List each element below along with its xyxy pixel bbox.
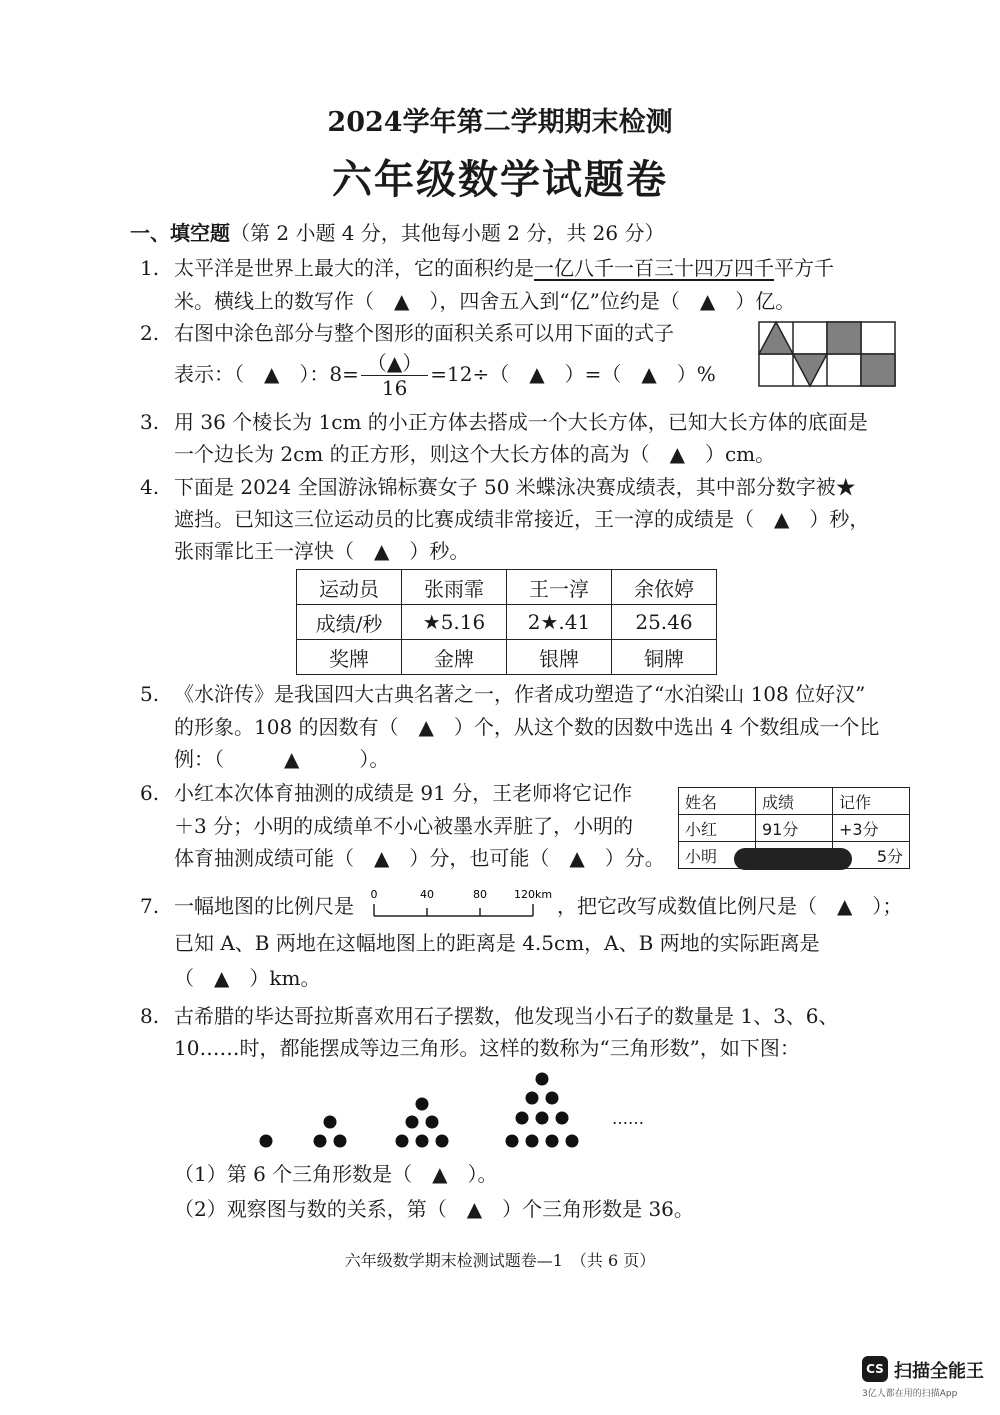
stone-dot [406, 1116, 419, 1129]
scale-tick-label: 0 [370, 888, 378, 901]
table-row [679, 788, 910, 815]
q8-sub1: （1）第 6 个三角形数是（ ▲ ）。 [174, 1162, 498, 1186]
q4-line1 [140, 470, 856, 504]
table-cell: 小红 [679, 815, 756, 842]
stone-dot [416, 1135, 429, 1148]
table-row [297, 640, 717, 675]
stone-dot [526, 1135, 539, 1148]
q1-text-a: 太平洋是世界上最大的洋，它的面积约是 [174, 256, 534, 280]
table-cell: 王一淳 [507, 570, 612, 605]
stone-dot [536, 1073, 549, 1086]
section-note: （第 2 小题 4 分，其他每小题 2 分，共 26 分） [230, 221, 665, 245]
stone-dot [416, 1098, 429, 1111]
table-cell: 5分 [833, 842, 910, 869]
table-cell: 记作 [833, 788, 910, 815]
stone-dot [566, 1135, 579, 1148]
exam-title: 2024学年第二学期期末检测 [327, 107, 673, 138]
q2-ratio-text: 表示：（ ▲ ）：8= [174, 362, 359, 386]
q6-line2: ＋3 分；小明的成绩单不小心被墨水弄脏了，小明的 [174, 814, 634, 838]
stone-dot [516, 1112, 529, 1125]
table-cell: 2★.41 [507, 605, 612, 640]
q8-line2: 10……时，都能摆成等边三角形。这样的数称为“三角形数”，如下图： [174, 1036, 800, 1060]
q3-text: 用 36 个棱长为 1cm 的小正方体去搭成一个大长方体，已知大长方体的底面是 [174, 410, 868, 434]
scale-tick-label: 80 [473, 888, 487, 901]
table-row [297, 570, 717, 605]
q2-division-text: =12÷（ ▲ ）=（ ▲ ）% [430, 362, 716, 386]
q5-text: 《水浒传》是我国四大古典名著之一，作者成功塑造了“水泊梁山 108 位好汉” [174, 682, 866, 706]
section-label: 一、填空题 [130, 221, 230, 245]
table-cell: 小明 [679, 842, 756, 869]
table-cell: 25.46 [612, 605, 717, 640]
q1-text-b: 平方千 [774, 256, 834, 280]
stone-dot [556, 1112, 569, 1125]
stone-dot [324, 1116, 337, 1129]
q6-line3: 体育抽测成绩可能（ ▲ ）分，也可能（ ▲ ）分。 [174, 846, 665, 870]
table-cell: 银牌 [507, 640, 612, 675]
q4-line2: 遮挡。已知这三位运动员的比赛成绩非常接近，王一淳的成绩是（ ▲ ）秒， [174, 507, 870, 531]
stone-dot [526, 1092, 539, 1105]
q3-line2: 一个边长为 2cm 的正方形，则这个大长方体的高为（ ▲ ）cm。 [174, 442, 776, 466]
table-cell: 金牌 [402, 640, 507, 675]
table-cell: 成绩/秒 [297, 605, 402, 640]
stone-dot [260, 1135, 273, 1148]
table-cell: 运动员 [297, 570, 402, 605]
q5-line2: 的形象。108 的因数有（ ▲ ）个，从这个数的因数中选出 4 个数组成一个比 [174, 715, 880, 739]
table-cell: 91分 [756, 815, 833, 842]
q1-number: 1. [140, 256, 160, 280]
q7-line3: （ ▲ ）km。 [174, 966, 321, 990]
table-cell: ★5.16 [402, 605, 507, 640]
page-footer: 六年级数学期末检测试题卷—1 （共 6 页） [344, 1251, 656, 1270]
q2-shaded-figure [758, 321, 898, 389]
stone-dot [426, 1116, 439, 1129]
section-heading [130, 216, 664, 250]
table-cell: 张雨霏 [402, 570, 507, 605]
table-cell: 姓名 [679, 788, 756, 815]
q4-number: 4. [140, 475, 160, 499]
q7-line2: 已知 A、B 两地在这幅地图上的距离是 4.5cm，A、B 两地的实际距离是 [174, 931, 820, 955]
camscanner-logo-icon: CS [862, 1356, 888, 1382]
q6-line1 [140, 776, 632, 810]
q8-number: 8. [140, 1004, 160, 1028]
q2-fraction [361, 351, 428, 400]
q4-text: 下面是 2024 全国游泳锦标赛女子 50 米蝶泳决赛成绩表，其中部分数字被★ [174, 475, 856, 499]
q2-number: 2. [140, 321, 160, 345]
table-cell: 铜牌 [612, 640, 717, 675]
q2-text: 右图中涂色部分与整个图形的面积关系可以用下面的式子 [174, 321, 674, 345]
q1-line2: 米。横线上的数写作（ ▲ ），四舍五入到“亿”位约是（ ▲ ）亿。 [174, 289, 796, 313]
q2-fraction-numerator: （▲） [361, 351, 428, 376]
stone-dot [506, 1135, 519, 1148]
q7-text-a: 一幅地图的比例尺是 [174, 894, 354, 918]
stone-dot [536, 1112, 549, 1125]
q5-line1 [140, 677, 865, 711]
q3-number: 3. [140, 410, 160, 434]
watermark-tagline: 3亿人都在用的扫描App [862, 1389, 958, 1399]
table-cell: +3分 [833, 815, 910, 842]
q8-sub2: （2）观察图与数的关系，第（ ▲ ）个三角形数是 36。 [174, 1197, 694, 1221]
table-cell: 成绩 [756, 788, 833, 815]
q7-line1 [140, 889, 354, 923]
q8-ellipsis: …… [612, 1109, 644, 1128]
q2-fraction-denominator: 16 [381, 376, 408, 400]
table-row [297, 605, 717, 640]
stone-dot [314, 1135, 327, 1148]
paper-title: 六年级数学试题卷 [332, 156, 668, 203]
watermark-brand: 扫描全能王 [894, 1361, 984, 1382]
q2-line1 [140, 316, 674, 350]
q7-number: 7. [140, 894, 160, 918]
scale-tick-label: 40 [420, 888, 434, 901]
stone-dot [436, 1135, 449, 1148]
stone-dot [546, 1092, 559, 1105]
q6-number: 6. [140, 781, 160, 805]
q5-number: 5. [140, 682, 160, 706]
q6-text: 小红本次体育抽测的成绩是 91 分，王老师将它记作 [174, 781, 633, 805]
table-cell: 奖牌 [297, 640, 402, 675]
stone-dot [334, 1135, 347, 1148]
table-cell: 余依婷 [612, 570, 717, 605]
q1-underlined-number: 一亿八千一百三十四万四千 [534, 256, 774, 280]
scale-tick-label: 120km [513, 888, 553, 901]
q7-line1-tail: ，把它改写成数值比例尺是（ ▲ ）； [557, 894, 903, 918]
q3-line1 [140, 405, 868, 439]
stone-dot [546, 1135, 559, 1148]
q4-line3: 张雨霏比王一淳快（ ▲ ）秒。 [174, 539, 470, 563]
linear-scale-bar [366, 884, 554, 922]
table-row [679, 815, 910, 842]
q2-line2 [174, 346, 716, 402]
q8-line1 [140, 999, 839, 1033]
ink-stain [734, 848, 852, 870]
triangular-number-figures [250, 1066, 610, 1156]
q1-line1 [140, 251, 834, 285]
q8-text: 古希腊的毕达哥拉斯喜欢用石子摆数，他发现当小石子的数量是 1、3、6、 [174, 1004, 839, 1028]
stone-dot [396, 1135, 409, 1148]
q5-line3: 例：（ ▲ ）。 [174, 747, 390, 771]
swim-results-table [296, 569, 717, 675]
